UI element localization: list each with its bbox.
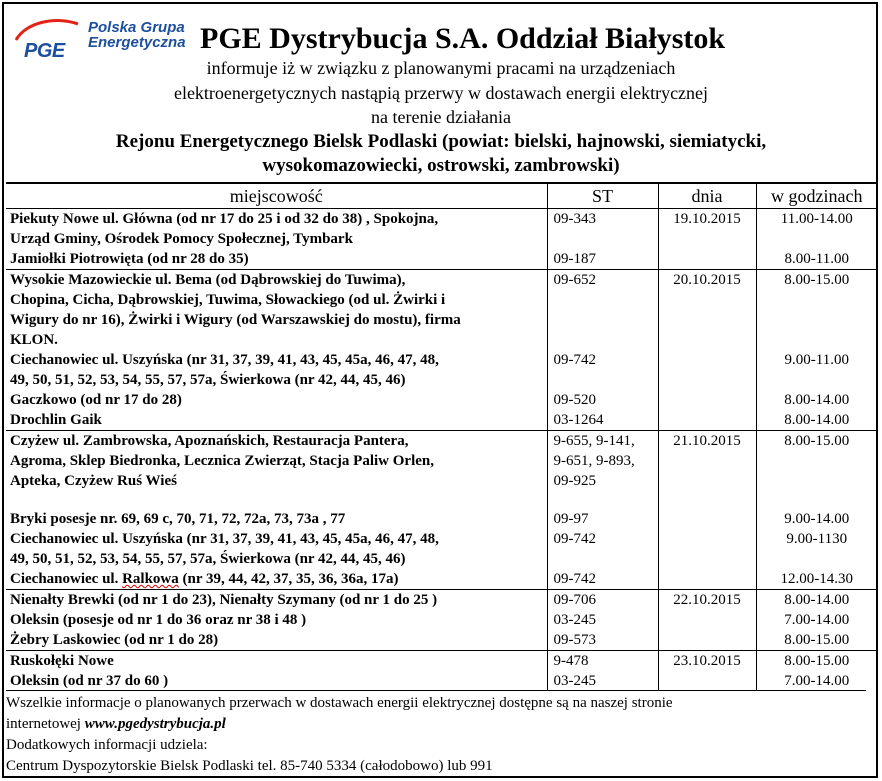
intro-line-3: na terenie działania xyxy=(371,107,511,127)
locality-line xyxy=(10,491,547,509)
hours-value: 9.00-11.00 xyxy=(784,352,849,368)
hours-value: 7.00-14.00 xyxy=(784,612,850,628)
hours-value: 8.00-15.00 xyxy=(784,272,850,288)
date-cell: 19.10.2015 xyxy=(658,209,756,270)
header-hours: w godzinach xyxy=(756,183,877,209)
hours-cell xyxy=(756,350,877,390)
table-row xyxy=(6,209,877,250)
hours-cell xyxy=(756,270,877,351)
station-line: 09-573 xyxy=(553,632,596,648)
station-cell xyxy=(547,671,658,691)
date-cell: 22.10.2015 xyxy=(658,590,756,651)
station-cell xyxy=(547,431,658,510)
locality-cell xyxy=(6,651,547,672)
locality-line: KLON. xyxy=(10,332,58,348)
hours-cell xyxy=(756,590,877,611)
locality-line: Bryki posesje nr. 69, 69 c, 70, 71, 72, 72a, 73, 73a , 77 xyxy=(10,511,346,527)
hours-cell xyxy=(756,410,877,431)
hours-cell xyxy=(756,509,877,529)
hours-value: 8.00-15.00 xyxy=(784,632,850,648)
station-cell xyxy=(547,651,658,672)
region-line-1: Rejonu Energetycznego Bielsk Podlaski (powiat: bielski, hajnowski, siemiatycki, xyxy=(115,131,767,152)
locality-line: Urząd Gminy, Ośrodek Pomocy Społecznej, Tymbark xyxy=(10,231,353,247)
logo-mark-text: PGE xyxy=(24,40,65,62)
station-cell xyxy=(547,270,658,351)
station-line: 9-478 xyxy=(553,653,589,669)
station-line: 09-706 xyxy=(553,592,596,608)
station-cell xyxy=(547,509,658,529)
hours-value: 8.00-11.00 xyxy=(784,251,849,267)
hours-cell xyxy=(756,209,877,250)
table-row xyxy=(6,651,877,672)
station-line: 09-742 xyxy=(553,352,596,368)
header-station: ST xyxy=(547,183,658,209)
locality-cell xyxy=(6,671,547,691)
station-cell xyxy=(547,569,658,590)
locality-cell xyxy=(6,569,547,590)
website-link[interactable]: www.pgedystrybucja.pl xyxy=(84,716,226,732)
hours-cell xyxy=(756,431,877,510)
hours-value: 8.00-14.00 xyxy=(784,392,850,408)
locality-cell xyxy=(6,249,547,270)
table-row xyxy=(6,270,877,351)
header-date: dnia xyxy=(658,183,756,209)
station-line: 03-1264 xyxy=(553,412,604,428)
footer-line-2-prefix: internetowej xyxy=(6,716,85,732)
station-line: 9-655, 9-141, xyxy=(553,433,635,449)
station-line: 09-742 xyxy=(553,531,596,547)
hours-value: 7.00-14.00 xyxy=(784,673,850,689)
footer-line-4: Centrum Dyspozytorskie Bielsk Podlaski tel. 85-740 5334 (całodobowo) lub 991 xyxy=(6,758,493,774)
logo-line-2: Energetyczna xyxy=(88,34,186,51)
logo-company-name xyxy=(88,20,186,50)
intro-line-2: elektroenergetycznych nastąpią przerwy w dostawach energii elektrycznej xyxy=(173,83,709,103)
date-cell: 21.10.2015 xyxy=(658,431,756,590)
locality-cell xyxy=(6,630,547,651)
locality-line: Oleksin (od nr 37 do 60 ) xyxy=(10,673,169,689)
station-line: 09-187 xyxy=(553,251,596,267)
station-line: 03-245 xyxy=(553,612,596,628)
hours-value: 8.00-15.00 xyxy=(784,653,850,669)
locality-line: Nienałty Brewki (od nr 1 do 23), Nienałty Szymany (od nr 1 do 25 ) xyxy=(10,592,438,608)
locality-line: Ciechanowiec ul. Ralkowa (nr 39, 44, 42, 37, 35, 36, 36a, 17a) xyxy=(10,571,399,587)
locality-line: Jamiołki Piotrowięta (od nr 28 do 35) xyxy=(10,251,249,267)
locality-line: 49, 50, 51, 52, 53, 54, 55, 57, 57a, Świerkowa (nr 42, 44, 45, 46) xyxy=(10,372,406,388)
locality-cell xyxy=(6,590,547,611)
hours-cell xyxy=(756,610,877,630)
date-cell: 20.10.2015 xyxy=(658,270,756,431)
locality-line: Ciechanowiec ul. Uszyńska (nr 31, 37, 39, 41, 43, 45, 45a, 46, 47, 48, xyxy=(10,352,439,368)
footer-line-3: Dodatkowych informacji udziela: xyxy=(6,737,208,753)
footer-info xyxy=(6,690,866,777)
station-line: 09-925 xyxy=(553,473,596,489)
locality-cell xyxy=(6,431,547,510)
hours-value: 8.00-15.00 xyxy=(784,433,850,449)
hours-value: 8.00-14.00 xyxy=(784,592,850,608)
locality-line: 49, 50, 51, 52, 53, 54, 55, 57, 57a, Świerkowa (nr 42, 44, 45, 46) xyxy=(10,551,406,567)
locality-line: Wigury do nr 16), Żwirki i Wigury (od Warszawskiej do mostu), firma xyxy=(10,312,461,328)
spellcheck-mark: Ralkowa xyxy=(122,571,179,587)
locality-cell xyxy=(6,270,547,351)
table-row xyxy=(6,431,877,510)
hours-cell xyxy=(756,671,877,691)
page-title: PGE Dystrybucja S.A. Oddział Białystok xyxy=(200,22,726,55)
station-cell xyxy=(547,529,658,569)
station-cell xyxy=(547,390,658,410)
hours-cell xyxy=(756,249,877,270)
pge-logo xyxy=(12,14,202,62)
hours-value: 8.00-14.00 xyxy=(784,412,850,428)
station-line: 03-245 xyxy=(553,673,596,689)
locality-line: Żebry Laskowiec (od nr 1 do 28) xyxy=(10,632,219,648)
locality-line: Wysokie Mazowieckie ul. Bema (od Dąbrowskiej do Tuwima), xyxy=(10,272,406,288)
hours-value: 9.00-14.00 xyxy=(784,511,850,527)
locality-line: Piekuty Nowe ul. Główna (od nr 17 do 25 i od 32 do 38) , Spokojna, xyxy=(10,211,439,227)
station-line: 09-97 xyxy=(553,511,589,527)
outage-table xyxy=(6,182,877,691)
table-header-row xyxy=(6,183,877,209)
table-row xyxy=(6,590,877,611)
locality-line: Czyżew ul. Zambrowska, Apoznańskich, Restauracja Pantera, xyxy=(10,433,409,449)
hours-value: 11.00-14.00 xyxy=(780,211,853,227)
locality-line: Oleksin (posesje od nr 1 do 36 oraz nr 38 i 48 ) xyxy=(10,612,307,628)
locality-line: Drochlin Gaik xyxy=(10,412,102,428)
locality-cell xyxy=(6,390,547,410)
locality-cell xyxy=(6,350,547,390)
locality-line: Gaczkowo (od nr 17 do 28) xyxy=(10,392,182,408)
locality-line: Chopina, Cicha, Dąbrowskiej, Tuwima, Słowackiego (od ul. Żwirki i xyxy=(10,292,446,308)
station-cell xyxy=(547,350,658,390)
locality-line: Agroma, Sklep Biedronka, Lecznica Zwierząt, Stacja Paliw Orlen, xyxy=(10,453,434,469)
station-line xyxy=(554,491,658,509)
station-cell xyxy=(547,590,658,611)
hours-cell xyxy=(756,390,877,410)
hours-value: 9.00-1130 xyxy=(786,531,848,547)
hours-cell xyxy=(756,630,877,651)
date-cell: 23.10.2015 xyxy=(658,651,756,692)
hours-cell xyxy=(756,529,877,569)
hours-value: 12.00-14.30 xyxy=(780,571,853,587)
region-line-2: wysokomazowiecki, ostrowski, zambrowski) xyxy=(262,155,620,176)
footer-line-1: Wszelkie informacje o planowanych przerwach w dostawach energii elektrycznej dostępne są na naszej stronie xyxy=(6,695,673,711)
logo-line-1: Polska Grupa xyxy=(88,19,185,36)
locality-line: Ruskołęki Nowe xyxy=(10,653,114,669)
locality-cell xyxy=(6,610,547,630)
locality-cell xyxy=(6,509,547,529)
station-line: 09-652 xyxy=(553,272,596,288)
header-locality: miejscowość xyxy=(6,183,547,209)
station-cell xyxy=(547,209,658,250)
intro-line-1: informuje iż w związku z planowanymi pracami na urządzeniach xyxy=(206,58,676,78)
station-cell xyxy=(547,249,658,270)
locality-line: Apteka, Czyżew Ruś Wieś xyxy=(10,473,177,489)
hours-cell xyxy=(756,651,877,672)
station-line: 09-742 xyxy=(553,571,596,587)
station-cell xyxy=(547,410,658,431)
hours-cell xyxy=(756,569,877,590)
locality-cell xyxy=(6,410,547,431)
station-line: 09-520 xyxy=(553,392,596,408)
station-line: 9-651, 9-893, xyxy=(553,453,635,469)
station-line: 09-343 xyxy=(553,211,596,227)
station-cell xyxy=(547,630,658,651)
station-cell xyxy=(547,610,658,630)
locality-cell xyxy=(6,529,547,569)
locality-line: Ciechanowiec ul. Uszyńska (nr 31, 37, 39, 41, 43, 45, 45a, 46, 47, 48, xyxy=(10,531,439,547)
footer-line-2 xyxy=(6,714,866,735)
locality-cell xyxy=(6,209,547,250)
